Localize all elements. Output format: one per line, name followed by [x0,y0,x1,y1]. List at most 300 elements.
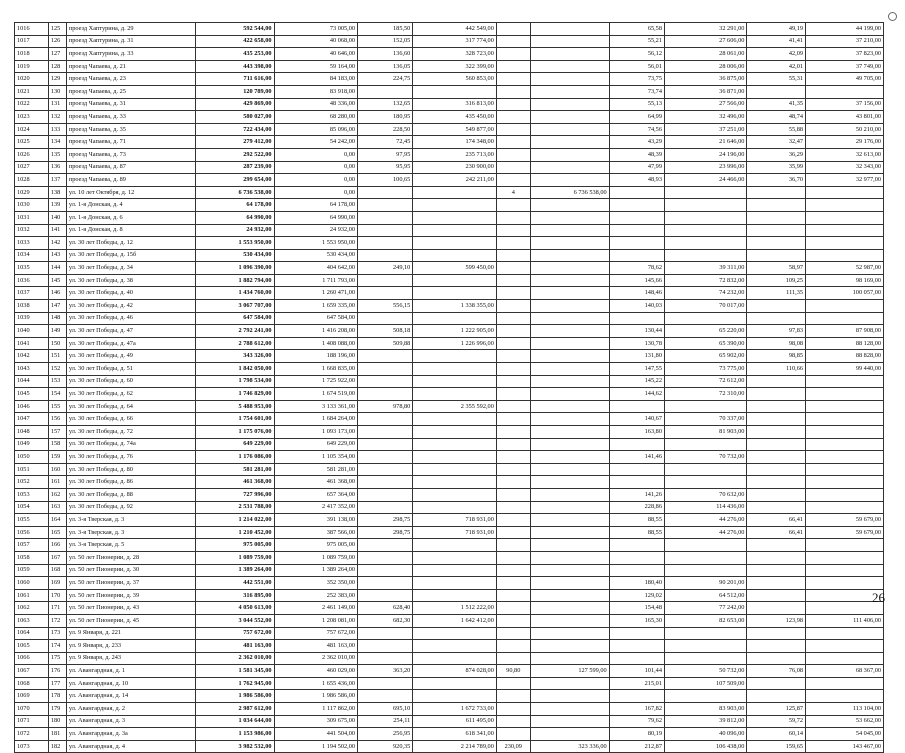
cell-item-number: 151 [48,350,66,363]
cell-item-number: 147 [48,300,66,313]
cell-row-index: 1071 [15,715,49,728]
cell-cost-a: 1 659 335,00 [274,300,358,313]
table-row [15,577,884,590]
table-body [15,23,884,753]
cell-volume-d: 131,80 [609,350,664,363]
cell-cost-c [530,136,609,149]
cell-volume-e: 125,87 [747,703,806,716]
cell-cost-b: 618 341,00 [413,728,497,741]
cell-cost-b: 317 774,00 [413,35,497,48]
cell-volume-b: 132,65 [358,98,413,111]
cell-cost-d: 70 337,00 [664,413,746,426]
cell-address: проезд Хаптурина, д. 29 [66,23,195,36]
cell-volume-e: 42,09 [747,48,806,61]
table-row [15,413,884,426]
cell-item-number: 128 [48,60,66,73]
cell-volume-c [496,98,530,111]
cell-cost-b: 1 642 412,00 [413,614,497,627]
cell-address: проезд Хаптурина, д. 31 [66,35,195,48]
cell-cost-b [413,274,497,287]
cell-cost-e: 37 210,00 [806,35,884,48]
table-row [15,199,884,212]
cell-address: ул. 30 лет Победы, д. 46 [66,312,195,325]
cell-cost-b: 718 931,00 [413,526,497,539]
cell-address: ул. Авангардная, д. 3 [66,715,195,728]
cell-cost-d: 44 276,00 [664,526,746,539]
cell-row-index: 1027 [15,161,49,174]
cell-volume-b: 224,75 [358,73,413,86]
cell-address: ул. 30 лет Победы, д. 47 [66,325,195,338]
table-row [15,262,884,275]
repair-cost-table [14,22,884,753]
cell-address: ул. 30 лет Победы, д. 76 [66,451,195,464]
cell-cost-e [806,249,884,262]
cell-volume-d: 130,44 [609,325,664,338]
cell-volume-e [747,539,806,552]
cell-volume-e [747,677,806,690]
cell-cost-a: 975 005,00 [274,539,358,552]
table-row [15,652,884,665]
cell-cost-b [413,501,497,514]
cell-item-number: 130 [48,85,66,98]
cell-row-index: 1045 [15,388,49,401]
table-row [15,740,884,753]
cell-volume-c [496,161,530,174]
cell-address: проезд Хаптурина, д. 33 [66,48,195,61]
cell-cost-c [530,274,609,287]
cell-item-number: 154 [48,388,66,401]
cell-cost-c [530,388,609,401]
cell-row-index: 1016 [15,23,49,36]
cell-item-number: 170 [48,589,66,602]
cell-volume-e: 110,66 [747,363,806,376]
cell-address: ул. Авангардная, д. 1 [66,665,195,678]
table-row [15,551,884,564]
cell-address: ул. 30 лет Победы, д. 62 [66,388,195,401]
cell-address: ул. 50 лет Пионерии, д. 28 [66,551,195,564]
cell-cost-e [806,677,884,690]
cell-cost-b [413,224,497,237]
cell-volume-b: 628,40 [358,602,413,615]
cell-cost-c [530,438,609,451]
table-row [15,488,884,501]
cell-cost-d: 90 201,00 [664,577,746,590]
cell-address: ул. Авангардная, д. 10 [66,677,195,690]
cell-cost-e: 87 908,00 [806,325,884,338]
cell-cost-e [806,312,884,325]
cell-cost-b [413,312,497,325]
cell-volume-c: 4 [496,186,530,199]
cell-volume-d: 163,80 [609,426,664,439]
cell-volume-b [358,237,413,250]
cell-cost-b: 874 028,00 [413,665,497,678]
cell-item-number: 175 [48,652,66,665]
cell-row-index: 1029 [15,186,49,199]
cell-volume-b: 97,95 [358,148,413,161]
cell-total-cost: 1 882 794,00 [195,274,274,287]
cell-row-index: 1038 [15,300,49,313]
cell-volume-d: 88,55 [609,514,664,527]
cell-volume-b [358,363,413,376]
cell-volume-b: 920,35 [358,740,413,753]
cell-cost-c [530,85,609,98]
cell-volume-d [609,463,664,476]
cell-address: ул. 30 лет Победы, д. 49 [66,350,195,363]
cell-volume-c [496,199,530,212]
cell-item-number: 158 [48,438,66,451]
table-row [15,375,884,388]
cell-cost-e [806,85,884,98]
cell-cost-e [806,564,884,577]
cell-cost-c [530,728,609,741]
cell-cost-b [413,551,497,564]
cell-volume-b: 509,88 [358,337,413,350]
cell-cost-e: 113 104,00 [806,703,884,716]
table-row [15,589,884,602]
cell-volume-e [747,249,806,262]
cell-volume-d: 228,86 [609,501,664,514]
cell-cost-a: 481 163,00 [274,640,358,653]
cell-cost-c: 6 736 538,00 [530,186,609,199]
cell-cost-e [806,413,884,426]
cell-cost-b: 174 348,00 [413,136,497,149]
cell-cost-d: 107 509,00 [664,677,746,690]
cell-total-cost: 299 654,00 [195,174,274,187]
table-row [15,363,884,376]
cell-address: ул. 1-я Донская, д. 6 [66,211,195,224]
cell-cost-d [664,690,746,703]
cell-cost-b: 230 900,00 [413,161,497,174]
cell-volume-e: 36,29 [747,148,806,161]
cell-cost-e: 37 156,00 [806,98,884,111]
cell-total-cost: 481 163,00 [195,640,274,653]
cell-cost-e [806,488,884,501]
cell-item-number: 132 [48,111,66,124]
cell-cost-e [806,400,884,413]
cell-volume-e [747,375,806,388]
cell-row-index: 1065 [15,640,49,653]
cell-cost-c [530,237,609,250]
cell-cost-a: 1 117 862,00 [274,703,358,716]
cell-row-index: 1072 [15,728,49,741]
cell-cost-c [530,463,609,476]
cell-total-cost: 581 281,00 [195,463,274,476]
cell-row-index: 1039 [15,312,49,325]
cell-cost-a: 54 242,00 [274,136,358,149]
cell-volume-b [358,375,413,388]
cell-cost-b: 718 931,00 [413,514,497,527]
table-row [15,715,884,728]
cell-volume-c [496,501,530,514]
cell-cost-d: 44 276,00 [664,514,746,527]
table-row [15,564,884,577]
cell-volume-c [496,60,530,73]
cell-total-cost: 3 067 707,00 [195,300,274,313]
cell-cost-d: 32 291,00 [664,23,746,36]
cell-volume-b [358,413,413,426]
cell-cost-b: 599 450,00 [413,262,497,275]
cell-row-index: 1034 [15,249,49,262]
cell-cost-d: 72 612,00 [664,375,746,388]
cell-cost-e: 53 662,00 [806,715,884,728]
cell-cost-b [413,488,497,501]
cell-cost-d: 77 242,00 [664,602,746,615]
cell-volume-d [609,640,664,653]
cell-cost-d [664,476,746,489]
cell-cost-e: 98 169,00 [806,274,884,287]
cell-cost-c [530,640,609,653]
cell-volume-d: 145,66 [609,274,664,287]
cell-cost-d [664,199,746,212]
cell-volume-c [496,123,530,136]
cell-volume-b: 256,95 [358,728,413,741]
cell-row-index: 1050 [15,451,49,464]
cell-cost-a: 64 990,00 [274,211,358,224]
cell-volume-e [747,199,806,212]
cell-volume-d: 43,29 [609,136,664,149]
cell-cost-b [413,199,497,212]
cell-volume-d: 88,55 [609,526,664,539]
cell-item-number: 146 [48,287,66,300]
cell-total-cost: 1 842 050,00 [195,363,274,376]
cell-total-cost: 1 434 760,00 [195,287,274,300]
table-row [15,451,884,464]
table-row [15,300,884,313]
cell-cost-c [530,161,609,174]
cell-address: проезд Чапаева, д. 89 [66,174,195,187]
cell-address: ул. 50 лет Пионерии, д. 45 [66,614,195,627]
cell-item-number: 145 [48,274,66,287]
cell-volume-b: 180,95 [358,111,413,124]
cell-volume-c [496,413,530,426]
cell-item-number: 165 [48,526,66,539]
cell-row-index: 1061 [15,589,49,602]
cell-volume-e: 55,88 [747,123,806,136]
table-row [15,98,884,111]
cell-cost-c [530,148,609,161]
cell-total-cost: 120 789,00 [195,85,274,98]
cell-item-number: 125 [48,23,66,36]
cell-cost-d [664,627,746,640]
cell-item-number: 149 [48,325,66,338]
cell-volume-b [358,426,413,439]
cell-volume-c [496,85,530,98]
cell-volume-c [496,715,530,728]
cell-row-index: 1032 [15,224,49,237]
table-row [15,111,884,124]
cell-total-cost: 711 616,00 [195,73,274,86]
cell-volume-c [496,514,530,527]
cell-volume-d: 78,62 [609,262,664,275]
cell-total-cost: 975 005,00 [195,539,274,552]
table-row [15,602,884,615]
cell-cost-d [664,186,746,199]
cell-volume-c [496,728,530,741]
cell-row-index: 1048 [15,426,49,439]
cell-total-cost: 1 553 950,00 [195,237,274,250]
cell-address: ул. 9 Января, д. 243 [66,652,195,665]
cell-address: ул. 1-я Донская, д. 4 [66,199,195,212]
cell-cost-b [413,476,497,489]
cell-volume-c: 90,80 [496,665,530,678]
cell-cost-d: 24 466,00 [664,174,746,187]
cell-cost-d: 114 436,00 [664,501,746,514]
cell-item-number: 181 [48,728,66,741]
cell-item-number: 174 [48,640,66,653]
cell-cost-d: 65 390,00 [664,337,746,350]
cell-volume-e [747,577,806,590]
cell-cost-e [806,652,884,665]
cell-item-number: 166 [48,539,66,552]
cell-cost-c [530,589,609,602]
cell-volume-b: 978,80 [358,400,413,413]
table-row [15,123,884,136]
cell-item-number: 133 [48,123,66,136]
cell-address: проезд Чапаева, д. 23 [66,73,195,86]
cell-volume-b [358,627,413,640]
cell-cost-a: 73 005,00 [274,23,358,36]
cell-row-index: 1053 [15,488,49,501]
cell-cost-a: 441 504,00 [274,728,358,741]
table-row [15,73,884,86]
cell-volume-b [358,488,413,501]
cell-address: проезд Чапаева, д. 25 [66,85,195,98]
cell-cost-c [530,690,609,703]
cell-address: ул. 30 лет Победы, д. 74а [66,438,195,451]
cell-cost-a: 352 350,00 [274,577,358,590]
cell-address: ул. 50 лет Пионерии, д. 39 [66,589,195,602]
cell-volume-b [358,501,413,514]
cell-cost-b [413,186,497,199]
cell-volume-b: 508,18 [358,325,413,338]
cell-cost-b: 316 813,00 [413,98,497,111]
cell-item-number: 153 [48,375,66,388]
cell-total-cost: 461 368,00 [195,476,274,489]
cell-cost-d: 70 017,00 [664,300,746,313]
cell-item-number: 142 [48,237,66,250]
cell-row-index: 1069 [15,690,49,703]
cell-cost-d: 83 903,00 [664,703,746,716]
cell-row-index: 1057 [15,539,49,552]
cell-cost-a: 1 408 088,00 [274,337,358,350]
cell-address: ул. 1-я Донская, д. 8 [66,224,195,237]
cell-address: ул. 30 лет Победы, д. 80 [66,463,195,476]
cell-volume-b: 185,50 [358,23,413,36]
cell-address: ул. 30 лет Победы, д. 42 [66,300,195,313]
cell-cost-c [530,174,609,187]
cell-cost-d: 106 438,00 [664,740,746,753]
cell-cost-a: 1 553 950,00 [274,237,358,250]
cell-volume-e: 98,85 [747,350,806,363]
cell-volume-d: 129,02 [609,589,664,602]
cell-cost-a: 1 711 793,00 [274,274,358,287]
cell-cost-d [664,237,746,250]
cell-volume-d [609,249,664,262]
cell-cost-a: 1 105 354,00 [274,451,358,464]
table-row [15,161,884,174]
table-row [15,237,884,250]
cell-total-cost: 1 153 986,00 [195,728,274,741]
cell-cost-d: 72 310,00 [664,388,746,401]
cell-cost-b [413,539,497,552]
cell-volume-c [496,350,530,363]
cell-volume-e [747,211,806,224]
cell-cost-b: 611 495,00 [413,715,497,728]
cell-cost-c [530,211,609,224]
table-row [15,665,884,678]
cell-volume-b: 363,20 [358,665,413,678]
cell-cost-b: 1 512 222,00 [413,602,497,615]
cell-cost-e: 37 749,00 [806,60,884,73]
cell-volume-d [609,476,664,489]
cell-item-number: 155 [48,400,66,413]
cell-volume-d [609,438,664,451]
cell-volume-d: 140,67 [609,413,664,426]
cell-volume-d [609,564,664,577]
table-row [15,224,884,237]
cell-cost-e [806,463,884,476]
cell-volume-e: 41,35 [747,98,806,111]
cell-cost-b [413,677,497,690]
cell-volume-c [496,627,530,640]
cell-cost-d [664,312,746,325]
cell-volume-c [496,48,530,61]
cell-address: ул. Авангардная, д. 3а [66,728,195,741]
cell-volume-e: 98,08 [747,337,806,350]
cell-volume-c [496,640,530,653]
cell-cost-d [664,551,746,564]
cell-row-index: 1051 [15,463,49,476]
cell-cost-b: 235 713,00 [413,148,497,161]
cell-volume-e: 109,25 [747,274,806,287]
cell-address: ул. 30 лет Победы, д. 64 [66,400,195,413]
cell-cost-b: 242 211,00 [413,174,497,187]
cell-volume-b [358,463,413,476]
cell-total-cost: 1 034 644,00 [195,715,274,728]
cell-volume-e: 42,01 [747,60,806,73]
cell-volume-c [496,677,530,690]
cell-cost-a: 1 674 519,00 [274,388,358,401]
cell-cost-e: 49 705,00 [806,73,884,86]
cell-row-index: 1021 [15,85,49,98]
cell-volume-e [747,451,806,464]
cell-cost-d: 23 996,00 [664,161,746,174]
cell-volume-d: 55,21 [609,35,664,48]
cell-cost-b: 1 226 996,00 [413,337,497,350]
cell-volume-c [496,388,530,401]
cell-cost-d: 50 732,00 [664,665,746,678]
cell-cost-a: 252 383,00 [274,589,358,602]
cell-item-number: 163 [48,501,66,514]
cell-volume-c [496,73,530,86]
cell-volume-e [747,564,806,577]
cell-cost-a: 1 093 173,00 [274,426,358,439]
cell-cost-e: 59 679,00 [806,514,884,527]
cell-cost-c [530,514,609,527]
cell-cost-a: 649 229,00 [274,438,358,451]
cell-cost-b [413,413,497,426]
table-row [15,690,884,703]
cell-volume-b [358,186,413,199]
cell-volume-e [747,312,806,325]
cell-cost-e [806,237,884,250]
cell-item-number: 160 [48,463,66,476]
cell-volume-c [496,300,530,313]
cell-cost-a: 391 138,00 [274,514,358,527]
cell-volume-c [496,363,530,376]
cell-total-cost: 1 754 601,00 [195,413,274,426]
cell-address: ул. 50 лет Пионерии, д. 43 [66,602,195,615]
